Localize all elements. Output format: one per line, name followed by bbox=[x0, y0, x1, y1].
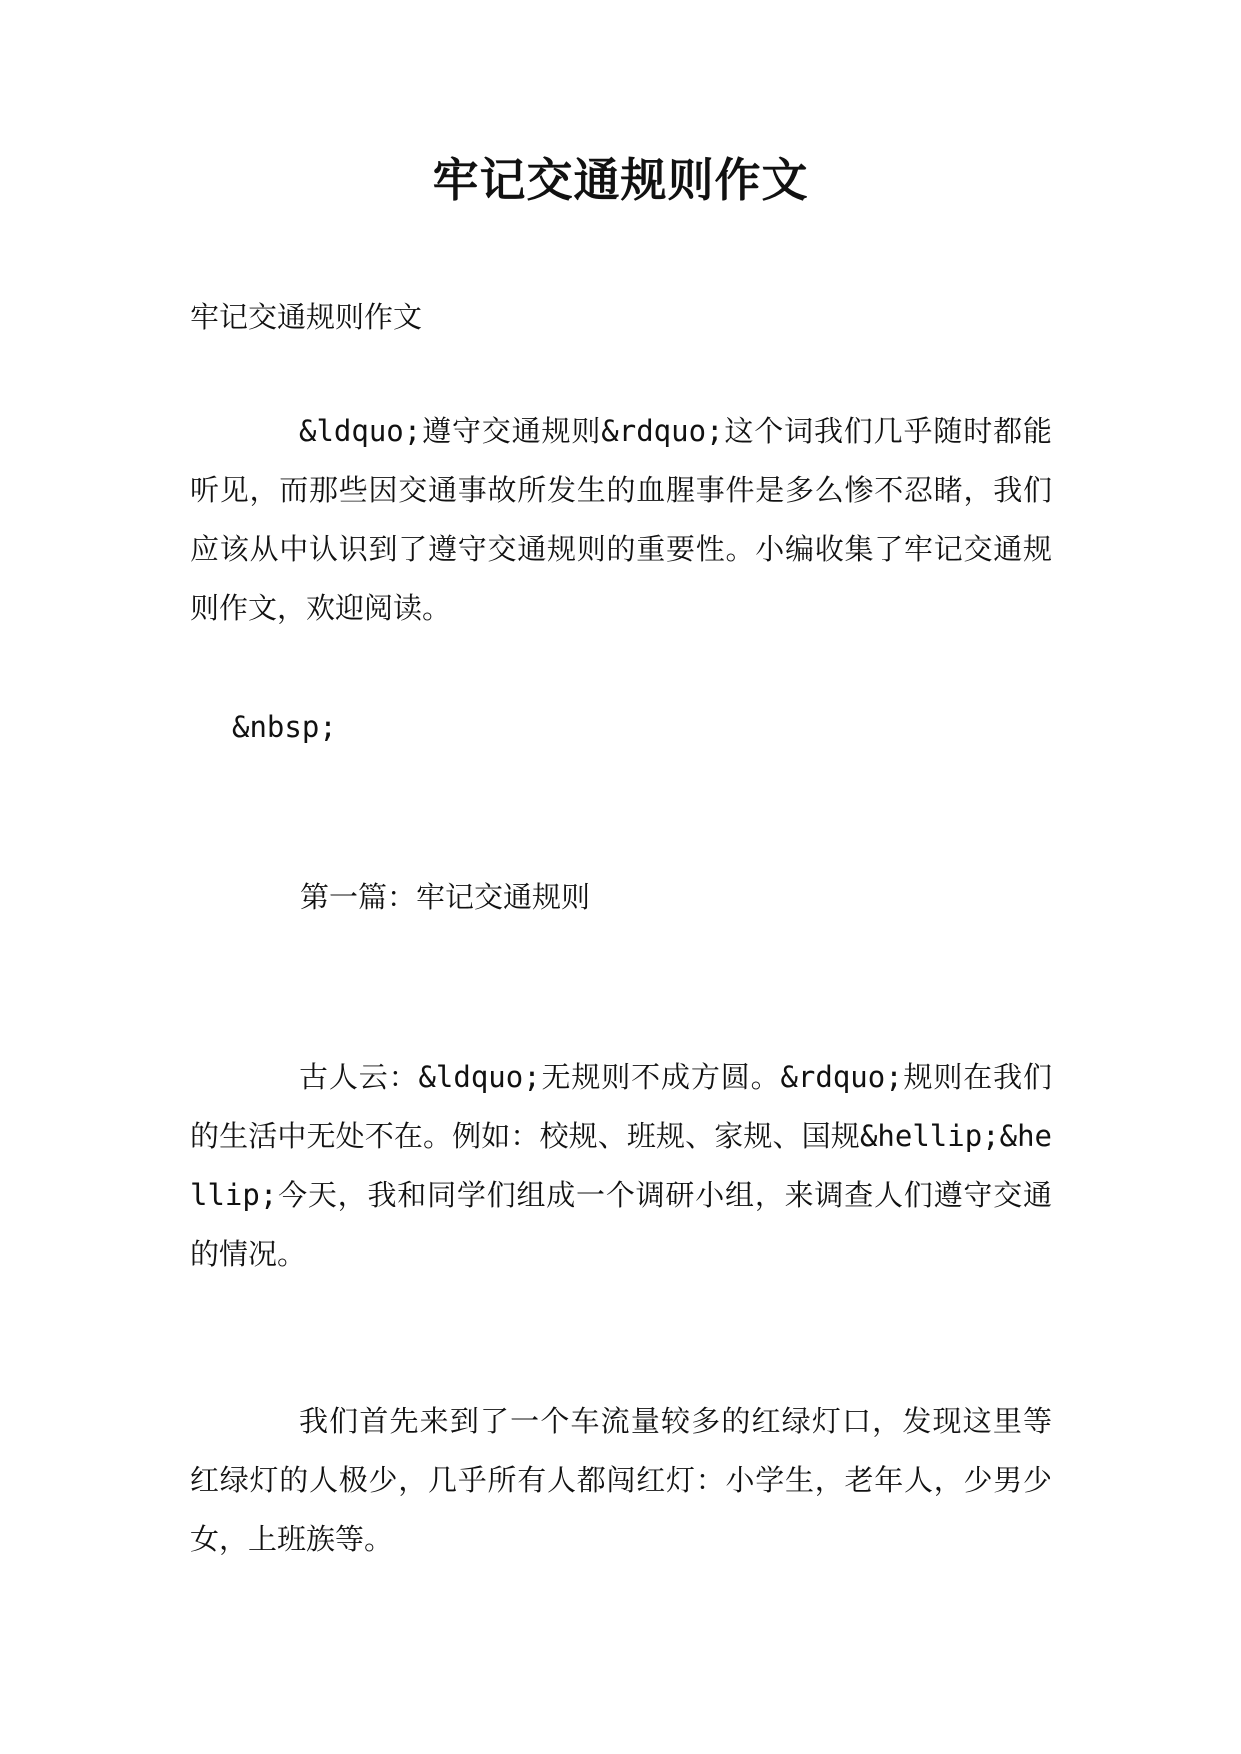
body-paragraph-2: 我们首先来到了一个车流量较多的红绿灯口，发现这里等红绿灯的人极少，几乎所有人都闯红灯：小学生，老年人，少男少女，上班族等。 bbox=[190, 1404, 1052, 1556]
intro-paragraph: &ldquo;遵守交通规则&rdquo;这个词我们几乎随时都能听见，而那些因交通事故所发生的血腥事件是多么惨不忍睹，我们应该从中认识到了遵守交通规则的重要性。小编收集了牢记交通规则作文，欢迎阅读。 bbox=[190, 414, 1052, 625]
document-subtitle: 牢记交通规则作文 bbox=[190, 300, 423, 334]
section-heading: 第一篇：牢记交通规则 bbox=[300, 880, 591, 914]
body-paragraph-1: 古人云：&ldquo;无规则不成方圆。&rdquo;规则在我们的生活中无处不在。例如：校规、班规、家规、国规&hellip;&hellip;今天，我和同学们组成一个调研小组，来调查人们遵守交通的情况。 bbox=[190, 1060, 1052, 1271]
document-title: 牢记交通规则作文 bbox=[432, 153, 809, 207]
nbsp-literal-text: &nbsp; bbox=[232, 710, 337, 744]
